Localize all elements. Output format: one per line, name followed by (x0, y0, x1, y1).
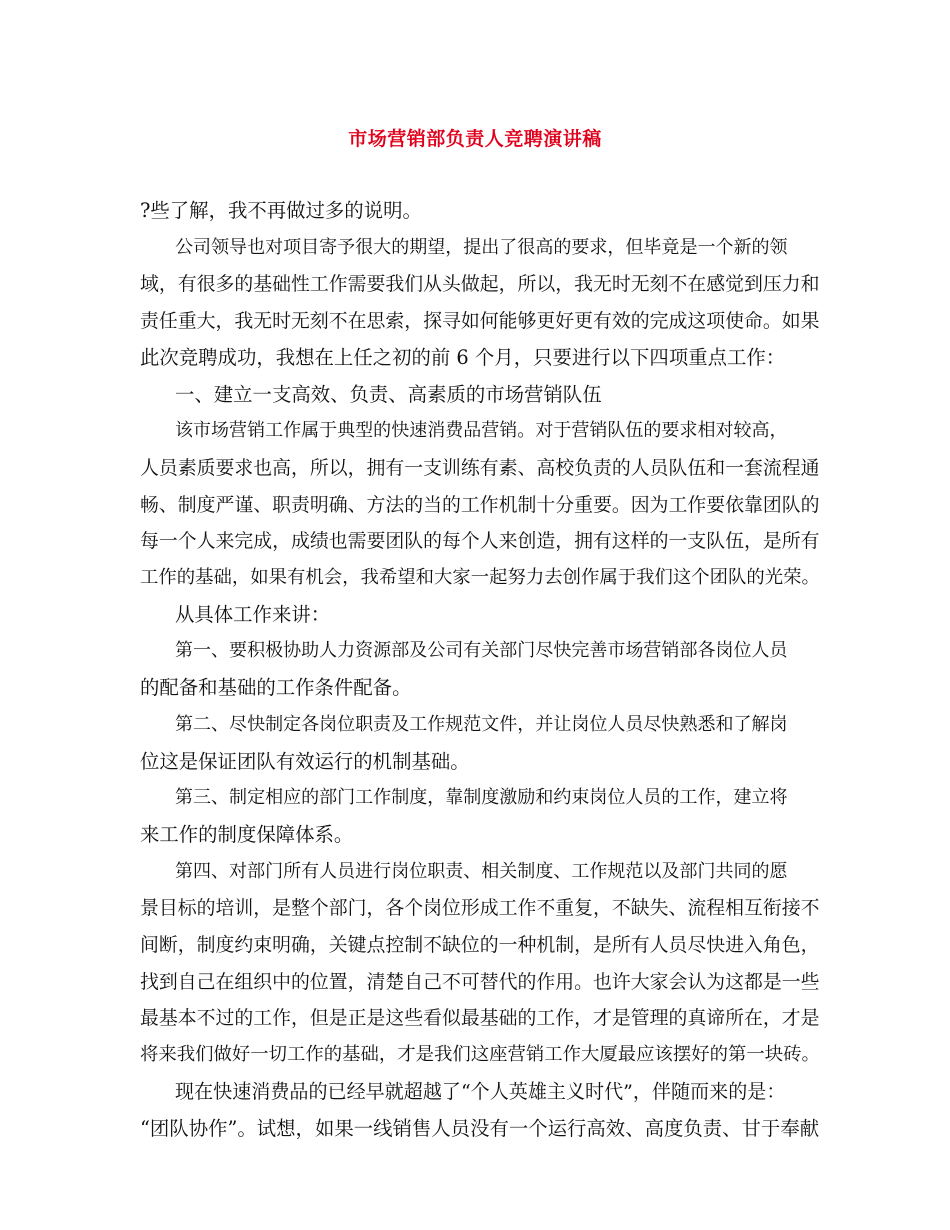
text-line: 第一、要积极协助人力资源部及公司有关部门尽快完善市场营销部各岗位人员 (175, 640, 788, 662)
text-line: 人员素质要求也高，所以，拥有一支训练有素、高校负责的人员队伍和一套流程通 (140, 456, 820, 479)
text-line: 最基本不过的工作，但是正是这些看似最基础的工作，才是管理的真谛所在，才是 (140, 1007, 820, 1030)
document-title: 市场营销部负责人竞聘演讲稿 (348, 128, 602, 150)
text-line: 第三、制定相应的部门工作制度，靠制度激励和约束岗位人员的工作，建立将 (175, 787, 788, 809)
text-line: 公司领导也对项目寄予很大的期望，提出了很高的要求，但毕竟是一个新的领 (175, 236, 788, 258)
text-line: 一、建立一支高效、负责、高素质的市场营销队伍 (175, 382, 602, 406)
text-line: 每一个人来完成，成绩也需要团队的每个人来创造，拥有这样的一支队伍，是所有 (140, 530, 820, 553)
text-line: “团队协作”。试想，如果一线销售人员没有一个运行高效、高度负责、甘于奉献 (140, 1116, 820, 1140)
text-line: ?些了解，我不再做过多的说明。 (140, 199, 422, 222)
text-line: 间断，制度约束明确，关键点控制不缺位的一种机制，是所有人员尽快进入角色， (140, 934, 820, 957)
text-line: 来工作的制度保障体系。 (140, 822, 354, 846)
text-line: 责任重大，我无时无刻不在思索，探寻如何能够更好更有效的完成这项使命。如果 (140, 310, 820, 333)
text-line: 的配备和基础的工作条件配备。 (140, 676, 412, 700)
text-line: 第四、对部门所有人员进行岗位职责、相关制度、工作规范以及部门共同的愿 (175, 860, 788, 882)
text-line: 从具体工作来讲： (175, 602, 331, 626)
document-body (140, 193, 820, 1147)
text-line: 工作的基础，如果有机会，我希望和大家一起努力去创作属于我们这个团队的光荣。 (140, 567, 820, 589)
text-line: 域，有很多的基础性工作需要我们从头做起，所以，我无时无刻不在感觉到压力和 (140, 273, 820, 296)
text-line: 景目标的培训，是整个部门，各个岗位形成工作不重复，不缺失、流程相互衔接不 (140, 897, 820, 920)
text-line: 位这是保证团队有效运行的机制基础。 (140, 749, 470, 773)
text-line: 此次竞聘成功，我想在上任之初的前 6 个月，只要进行以下四项重点工作： (140, 345, 786, 369)
text-line: 畅、制度严谨、职责明确、方法的当的工作机制十分重要。因为工作要依靠团队的 (140, 493, 820, 516)
text-line: 现在快速消费品的已经早就超越了“个人英雄主义时代”，伴随而来的是： (175, 1080, 786, 1103)
text-line: 将来我们做好一切工作的基础，才是我们这座营销工作大厦最应该摆好的第一块砖。 (140, 1044, 820, 1066)
text-line: 该市场营销工作属于典型的快速消费品营销。对于营销队伍的要求相对较高， (175, 420, 788, 442)
text-line: 第二、尽快制定各岗位职责及工作规范文件，并让岗位人员尽快熟悉和了解岗 (175, 713, 788, 735)
text-line: 找到自己在组织中的位置，清楚自己不可替代的作用。也许大家会认为这都是一些 (140, 970, 820, 993)
